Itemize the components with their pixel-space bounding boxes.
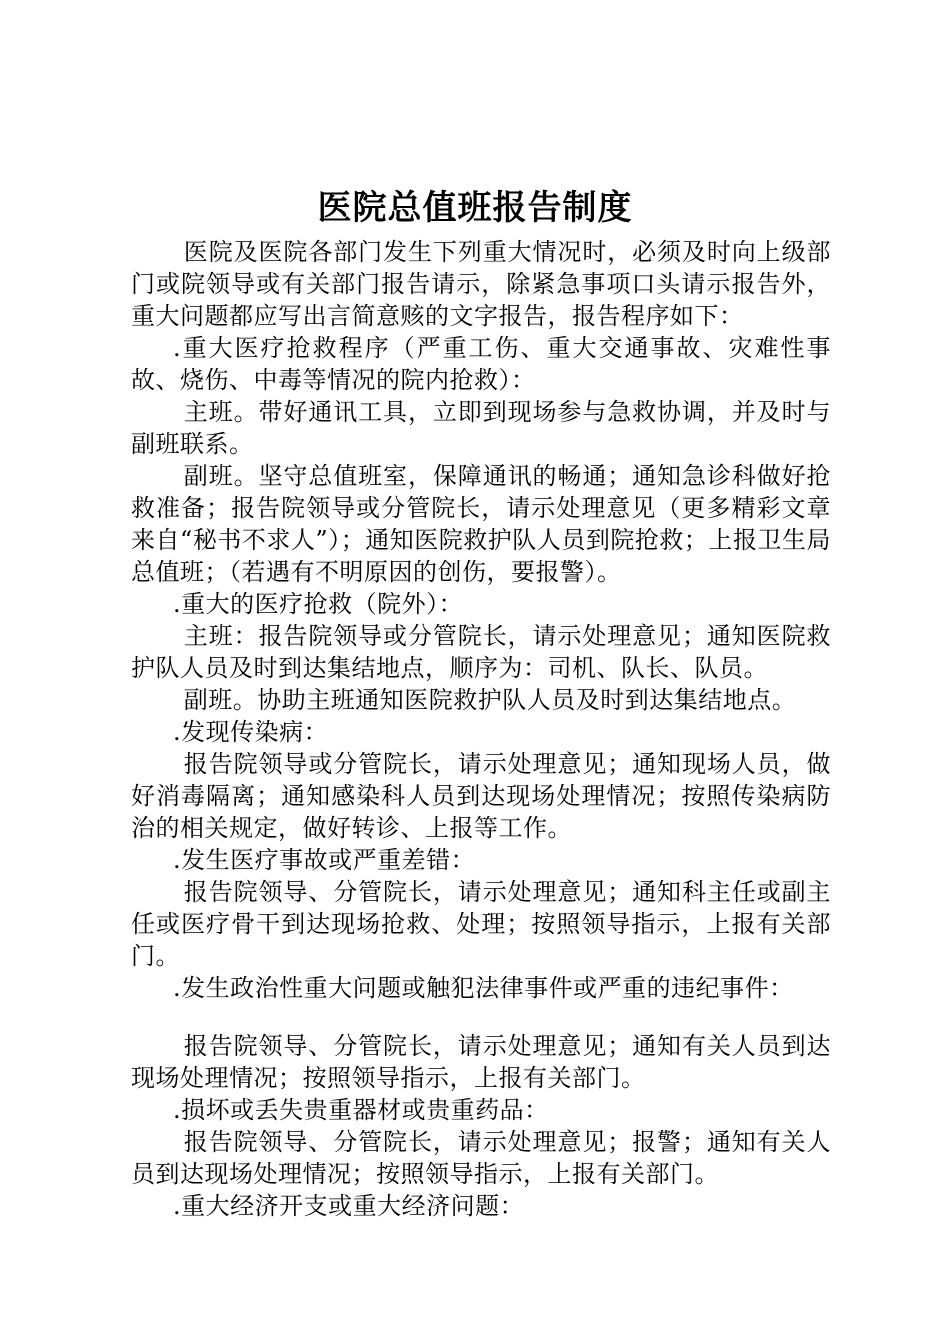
paragraph-main-shift: 主班。带好通讯工具，立即到现场参与急救协调，并及时与副班联系。 <box>131 398 831 458</box>
paragraph-equipment-loss: 报告院领导、分管院长，请示处理意见；报警；通知有关人员到达现场处理情况；按照领导指示，上报有关部门。 <box>131 1128 831 1188</box>
paragraph-outside-main-shift: 主班：报告院领导或分管院长，请示处理意见；通知医院救护队人员及时到达集结地点，顺序为：司机、队长、队员。 <box>131 622 831 682</box>
list-item-emergency-rescue: .重大医疗抢救程序（严重工伤、重大交通事故、灾难性事故、烧伤、中毒等情况的院内抢救）： <box>131 334 831 394</box>
paragraph-deputy-shift: 副班。坚守总值班室，保障通讯的畅通；通知急诊科做好抢救准备；报告院领导或分管院长，请示处理意见（更多精彩文章来自“秘书不求人”）；通知医院救护队人员到院抢救；上报卫生局总值班；（若遇有不明原因的创伤，要报警）。 <box>131 462 831 586</box>
list-item-infectious-disease: .发现传染病： <box>173 718 329 746</box>
list-item-equipment-loss: .损坏或丢失贵重器材或贵重药品： <box>173 1096 549 1124</box>
paragraph-infectious-disease: 报告院领导或分管院长，请示处理意见；通知现场人员，做好消毒隔离；通知感染科人员到达现场处理情况；按照传染病防治的相关规定，做好转诊、上报等工作。 <box>131 750 831 842</box>
document-title: 医院总值班报告制度 <box>317 188 633 228</box>
paragraph-political-legal: 报告院领导、分管院长，请示处理意见；通知有关人员到达现场处理情况；按照领导指示，上报有关部门。 <box>131 1032 831 1092</box>
paragraph-intro: 医院及医院各部门发生下列重大情况时，必须及时向上级部门或院领导或有关部门报告请示，除紧急事项口头请示报告外，重大问题都应写出言简意赅的文字报告，报告程序如下： <box>131 238 831 330</box>
list-item-medical-accident: .发生医疗事故或严重差错： <box>173 846 476 874</box>
paragraph-medical-accident: 报告院领导、分管院长，请示处理意见；通知科主任或副主任或医疗骨干到达现场抢救、处理；按照领导指示，上报有关部门。 <box>131 878 831 970</box>
paragraph-outside-deputy-shift: 副班。协助主班通知医院救护队人员及时到达集结地点。 <box>183 686 797 714</box>
document-body <box>131 236 831 1222</box>
list-item-political-legal: .发生政治性重大问题或触犯法律事件或严重的违纪事件： <box>173 974 794 1002</box>
list-item-outside-rescue: .重大的医疗抢救（院外）： <box>173 590 464 618</box>
list-item-economic-issue: .重大经济开支或重大经济问题： <box>173 1192 525 1220</box>
